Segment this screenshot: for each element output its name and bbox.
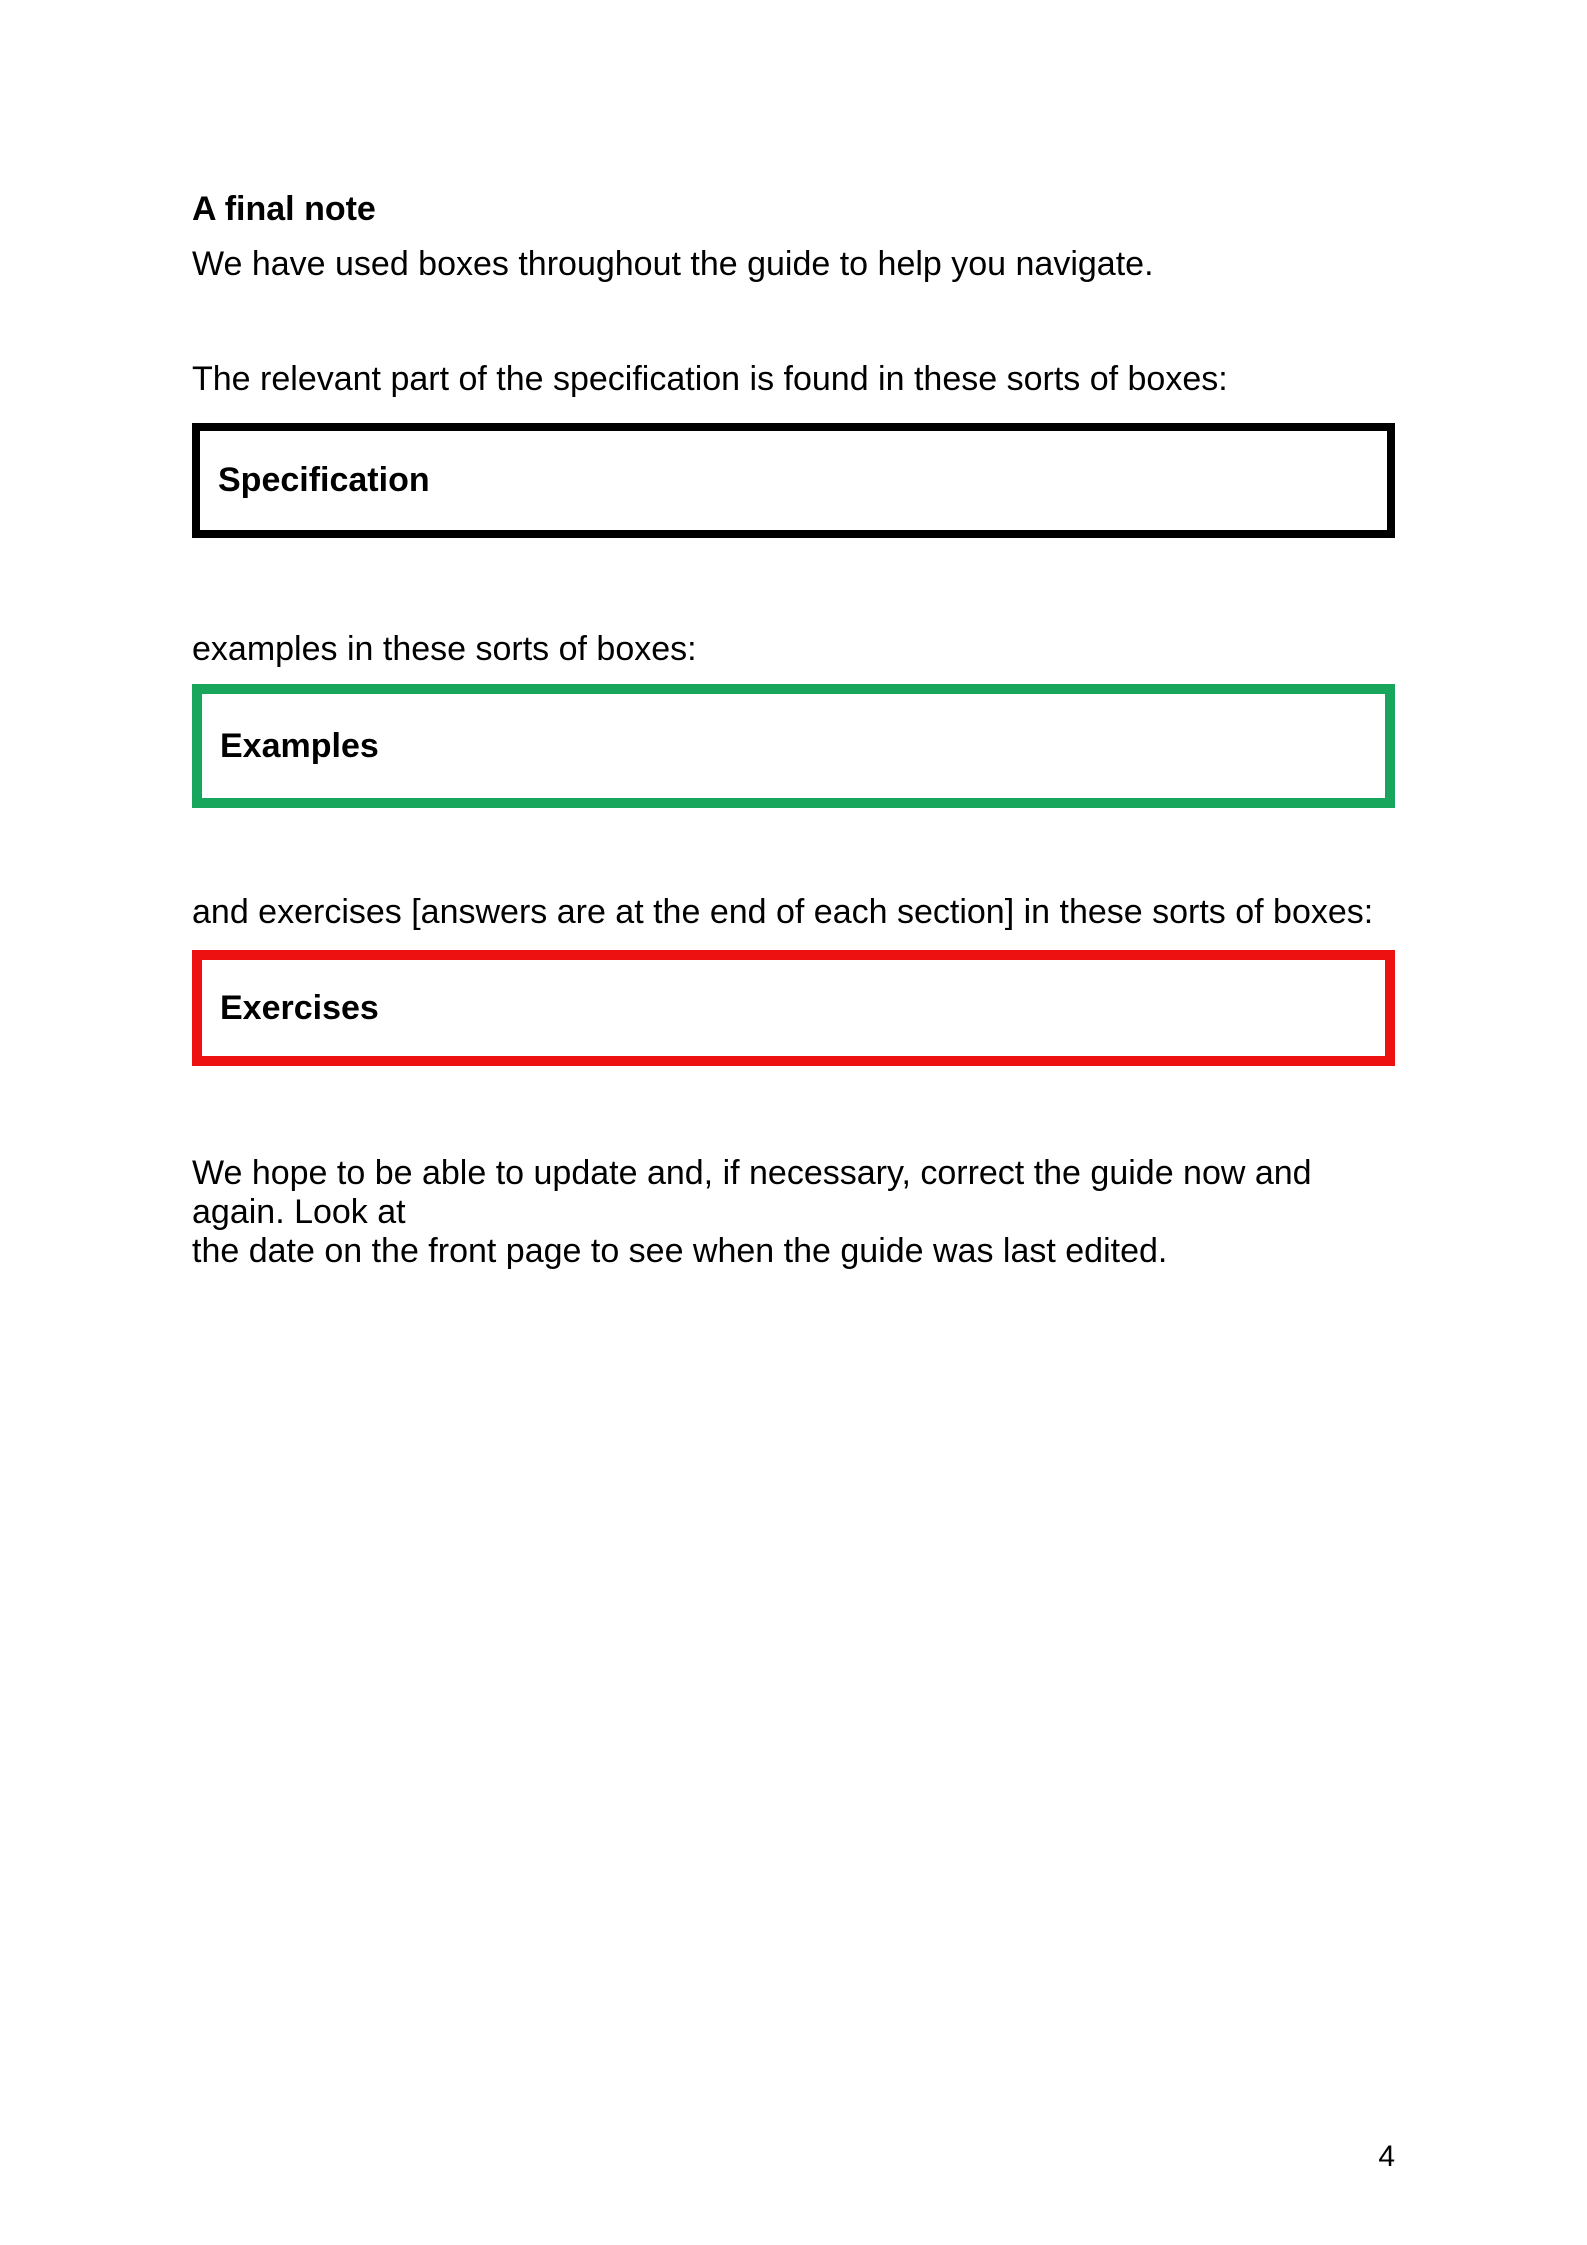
specification-lead-text: The relevant part of the specification is found in these sorts of boxes: — [192, 360, 1228, 398]
examples-box — [192, 684, 1395, 808]
exercises-lead-text: and exercises [answers are at the end of each section] in these sorts of boxes: — [192, 893, 1374, 931]
examples-lead-text: examples in these sorts of boxes: — [192, 630, 697, 668]
outro-line-1: We hope to be able to update and, if necessary, correct the guide now and again. Look at — [192, 1154, 1312, 1231]
specification-box-label: Specification — [218, 461, 430, 499]
intro-paragraph: We have used boxes throughout the guide to help you navigate. — [192, 245, 1154, 283]
examples-box-label: Examples — [220, 726, 379, 765]
outro-line-2: the date on the front page to see when the guide was last edited. — [192, 1232, 1168, 1270]
page-number: 4 — [1378, 2140, 1395, 2173]
section-heading: A final note — [192, 190, 376, 228]
specification-box — [192, 423, 1395, 538]
exercises-box — [192, 950, 1395, 1066]
page-content — [192, 0, 1395, 1271]
outro-paragraph — [192, 1154, 1395, 1271]
exercises-box-label: Exercises — [220, 988, 379, 1027]
